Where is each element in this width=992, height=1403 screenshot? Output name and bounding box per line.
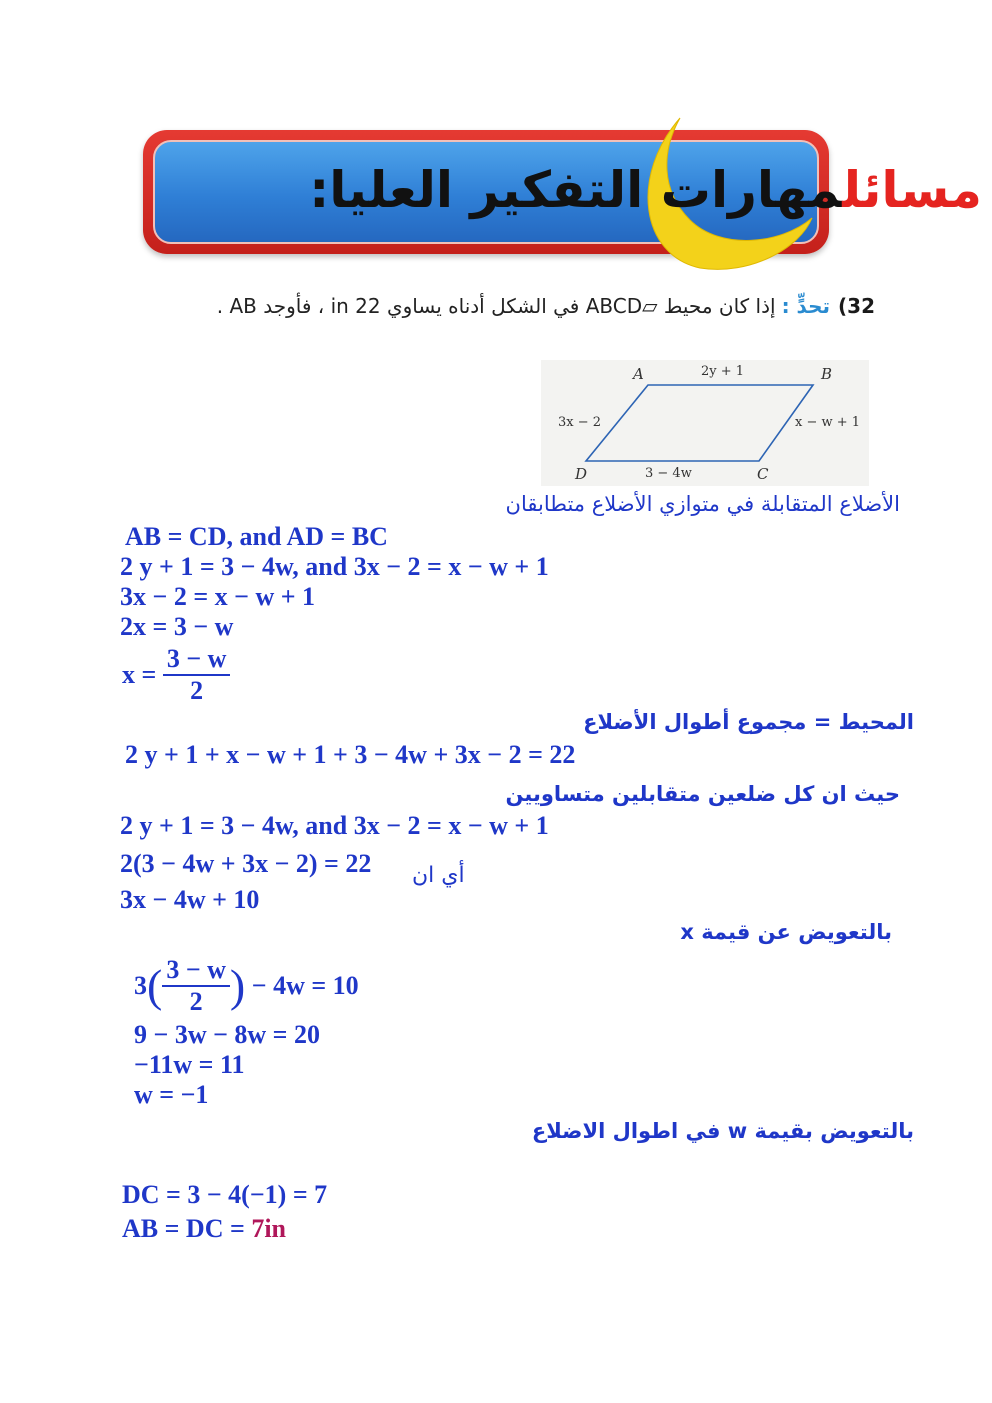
- note-substitute-x: بالتعويض عن قيمة x: [680, 920, 892, 944]
- vertex-d-label: D: [575, 465, 588, 483]
- problem-text: إذا كان محيط ▱ABCD في الشكل أدناه يساوي 22 in ، فأوجد AB .: [216, 294, 776, 318]
- problem-statement: [130, 288, 875, 324]
- equation-15: [122, 1214, 286, 1244]
- final-answer: 7in: [251, 1214, 286, 1243]
- equation-7: 2 y + 1 = 3 − 4w, and 3x − 2 = x − w + 1: [120, 811, 549, 840]
- equation-8: 2(3 − 4w + 3x − 2) = 22: [120, 849, 372, 878]
- equation-6: 2 y + 1 + x − w + 1 + 3 − 4w + 3x − 2 = 22: [125, 740, 576, 769]
- equation-1: AB = CD, and AD = BC: [125, 522, 388, 551]
- equation-10: [134, 955, 359, 1019]
- equation-5-lhs: x =: [122, 660, 157, 689]
- side-bc-label: x − w + 1: [795, 415, 861, 430]
- note-ie: أي ان: [412, 863, 465, 888]
- note-opposite-equal: حيث ان كل ضلعين متقابلين متساويين: [505, 782, 900, 806]
- equation-10-rest: − 4w = 10: [251, 971, 359, 1000]
- equation-10-close-paren: ): [229, 960, 246, 1011]
- equation-14: DC = 3 − 4(−1) = 7: [122, 1180, 328, 1209]
- banner-title-red: مسائل: [842, 161, 982, 219]
- vertex-a-label: A: [633, 365, 644, 383]
- parallelogram-figure: [541, 360, 869, 486]
- equation-9: 3x − 4w + 10: [120, 885, 260, 914]
- equation-10-fraction: [162, 955, 230, 1017]
- problem-challenge-label: تحدٍّ :: [781, 294, 831, 318]
- equation-5-numerator: 3 − w: [163, 644, 231, 676]
- vertex-b-label: B: [821, 365, 833, 383]
- side-dc-label: 3 − 4w: [645, 466, 692, 481]
- equation-15-lhs: AB = DC =: [122, 1214, 245, 1243]
- note-substitute-w: بالتعويض بقيمة w في اطوال الاضلاع: [531, 1119, 914, 1143]
- equation-5-fraction: [163, 644, 231, 706]
- equation-2: 2 y + 1 = 3 − 4w, and 3x − 2 = x − w + 1: [120, 552, 549, 581]
- note-opposite-sides: الأضلاع المتقابلة في متوازي الأضلاع متطابقان: [505, 492, 900, 516]
- banner-title: [309, 150, 982, 230]
- banner-title-black: مهارات التفكير العليا:: [309, 161, 843, 219]
- parallelogram-shape: [586, 385, 813, 461]
- vertex-c-label: C: [757, 465, 769, 483]
- side-ad-label: 3x − 2: [558, 415, 602, 430]
- equation-5: [122, 644, 230, 706]
- equation-10-coefficient: 3: [134, 971, 147, 1000]
- equation-11: 9 − 3w − 8w = 20: [134, 1020, 320, 1049]
- equation-12: −11w = 11: [134, 1050, 245, 1079]
- equation-10-open-paren: (: [147, 960, 163, 1011]
- equation-3: 3x − 2 = x − w + 1: [120, 582, 316, 611]
- note-perimeter: المحيط = مجموع أطوال الأضلاع: [583, 710, 914, 734]
- side-ab-label: 2y + 1: [701, 364, 745, 379]
- equation-10-denominator: 2: [189, 987, 203, 1016]
- equation-4: 2x = 3 − w: [120, 612, 234, 641]
- equation-13: w = −1: [134, 1080, 209, 1109]
- equation-5-denominator: 2: [190, 676, 204, 705]
- equation-10-numerator: 3 − w: [162, 955, 230, 987]
- problem-number: 32): [838, 294, 875, 318]
